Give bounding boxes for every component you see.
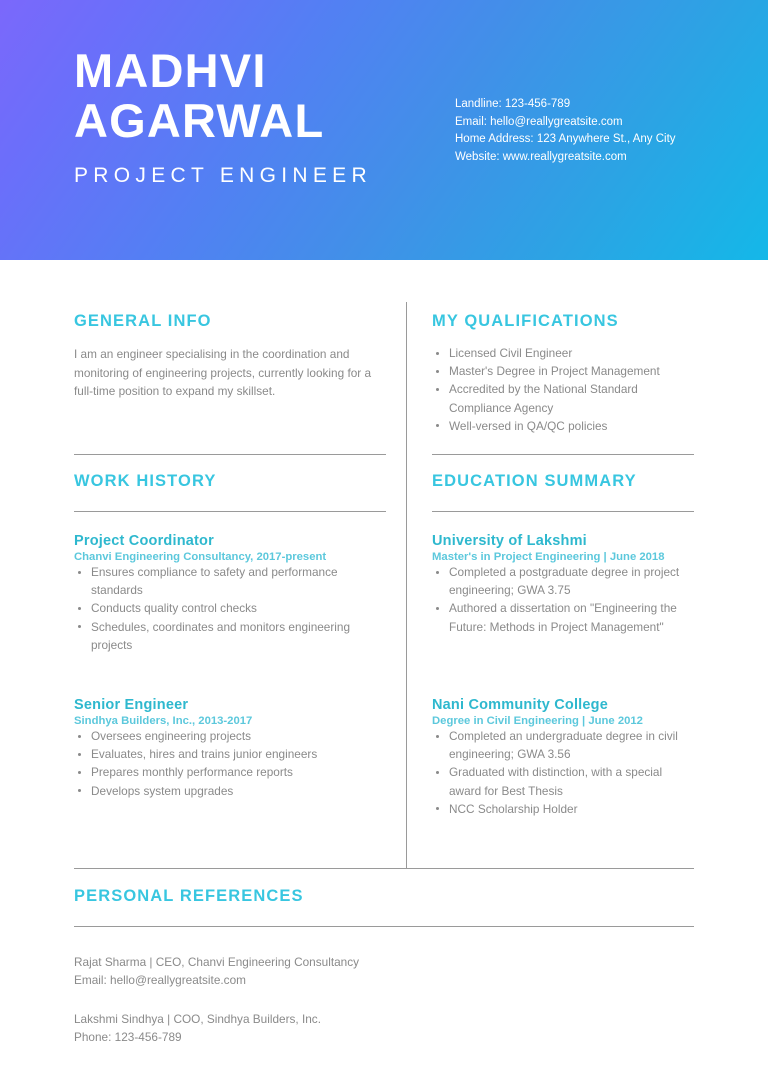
reference-contact: Email: hello@reallygreatsite.com <box>74 972 246 987</box>
reference-name: Lakshmi Sindhya | COO, Sindhya Builders, Inc. <box>74 1012 321 1026</box>
work-entry-role: Project Coordinator <box>74 533 214 549</box>
work-entry-company: Sindhya Builders, Inc., 2013-2017 <box>74 715 253 727</box>
references-bottom-rule <box>74 926 694 927</box>
resume-header <box>0 0 768 260</box>
work-entry <box>74 533 386 654</box>
list-item: Authored a dissertation on "Engineering the Future: Methods in Project Management" <box>432 599 694 635</box>
contact-website: Website: www.reallygreatsite.com <box>455 150 627 163</box>
list-item: Completed a postgraduate degree in project engineering; GWA 3.75 <box>432 563 694 599</box>
list-item: Develops system upgrades <box>74 782 386 800</box>
qualifications-list <box>432 344 694 435</box>
list-item: Prepares monthly performance reports <box>74 763 386 781</box>
education-entry-bullets <box>432 563 694 636</box>
education-entry-degree: Degree in Civil Engineering | June 2012 <box>432 715 643 727</box>
name-block <box>74 46 434 188</box>
references-title: PERSONAL REFERENCES <box>74 887 304 905</box>
list-item: Oversees engineering projects <box>74 727 386 745</box>
references-section <box>74 868 694 1046</box>
education-entry-bullets <box>432 727 694 818</box>
list-item: Licensed Civil Engineer <box>432 344 694 362</box>
work-entry-bullets <box>74 563 386 654</box>
list-item: Graduated with distinction, with a special award for Best Thesis <box>432 763 694 799</box>
list-item: Conducts quality control checks <box>74 599 386 617</box>
qualifications-section <box>432 312 694 435</box>
education-bottom-rule <box>432 511 694 512</box>
references-top-rule <box>74 868 694 869</box>
work-entry-role: Senior Engineer <box>74 697 189 713</box>
list-item: Master's Degree in Project Management <box>432 362 694 380</box>
contact-email: Email: hello@reallygreatsite.com <box>455 115 623 128</box>
work-entry-bullets <box>74 727 386 800</box>
list-item: NCC Scholarship Holder <box>432 800 694 818</box>
work-history-top-rule <box>74 454 386 455</box>
work-history-title: WORK HISTORY <box>74 472 217 490</box>
list-item: Well-versed in QA/QC policies <box>432 417 694 435</box>
list-item: Schedules, coordinates and monitors engineering projects <box>74 618 386 654</box>
education-title: EDUCATION SUMMARY <box>432 472 637 490</box>
work-entry-company: Chanvi Engineering Consultancy, 2017-present <box>74 551 327 563</box>
general-info-title: GENERAL INFO <box>74 312 212 330</box>
education-top-rule <box>432 454 694 455</box>
reference-entry <box>74 1011 694 1046</box>
reference-contact: Phone: 123-456-789 <box>74 1029 182 1044</box>
education-entry-degree: Master's in Project Engineering | June 2018 <box>432 551 665 563</box>
general-info-text: I am an engineer specialising in the coordination and monitoring of engineering projects, currently looking for a full-time position to expand my skillset. <box>74 347 372 398</box>
work-history-bottom-rule <box>74 511 386 512</box>
first-name: MADHVI <box>74 44 267 97</box>
work-entry <box>74 697 386 800</box>
education-entry <box>432 533 694 636</box>
education-section <box>432 472 694 491</box>
contact-address: Home Address: 123 Anywhere St., Any City <box>455 133 676 145</box>
reference-name: Rajat Sharma | CEO, Chanvi Engineering Consultancy <box>74 955 360 969</box>
column-divider <box>406 302 407 868</box>
education-entry-school: University of Lakshmi <box>432 533 587 549</box>
qualifications-title: MY QUALIFICATIONS <box>432 312 619 330</box>
general-info-section <box>74 312 386 401</box>
list-item: Completed an undergraduate degree in civil engineering; GWA 3.56 <box>432 727 694 763</box>
reference-entry <box>74 954 694 989</box>
list-item: Ensures compliance to safety and performance standards <box>74 563 386 599</box>
education-entry-school: Nani Community College <box>432 697 608 713</box>
list-item: Accredited by the National Standard Compliance Agency <box>432 380 694 416</box>
contact-landline: Landline: 123-456-789 <box>455 98 571 110</box>
resume-body <box>0 260 768 1086</box>
headline-job-title: PROJECT ENGINEER <box>74 164 372 187</box>
contact-details <box>455 96 676 166</box>
last-name: AGARWAL <box>74 94 325 147</box>
list-item: Evaluates, hires and trains junior engineers <box>74 745 386 763</box>
work-history-section <box>74 472 386 491</box>
education-entry <box>432 697 694 818</box>
